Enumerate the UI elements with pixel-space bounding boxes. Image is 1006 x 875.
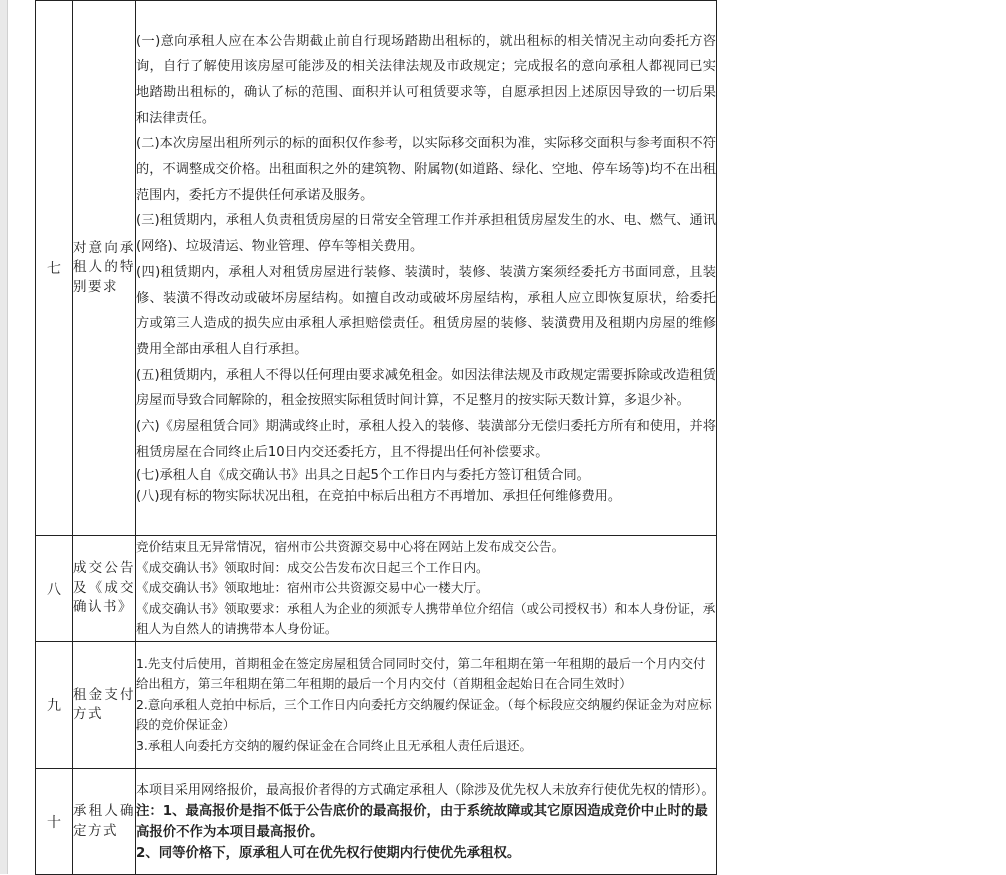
table-row bbox=[36, 769, 717, 875]
list-item: 《成交确认书》领取时间：成交公告发布次日起三个工作日内。 bbox=[136, 559, 489, 575]
list-item: (二)本次房屋出租所列示的标的面积仅作参考，以实际移交面积为准，实际移交面积与参考面积不符的，不调整成交价格。出租面积之外的建筑物、附属物(如道路、绿化、空地、停车场等)均不在出租范围内，委托方不提供任何承诺及服务。 bbox=[136, 136, 716, 203]
note-item: 注：1、最高报价是指不低于公告底价的最高报价，由于系统故障或其它原因造成竞价中止时的最高报价不作为本项目最高报价。 bbox=[136, 803, 708, 840]
row-label: 对意向承租人的特别要求 bbox=[73, 1, 136, 536]
table-row bbox=[36, 642, 717, 769]
row-number: 八 bbox=[36, 536, 73, 642]
list-item: 竞价结束且无异常情况，宿州市公共资源交易中心将在网站上发布成交公告。 bbox=[136, 539, 565, 555]
list-item: 3.承租人向委托方交纳的履约保证金在合同终止且无承租人责任后退还。 bbox=[136, 737, 532, 753]
row-content bbox=[136, 769, 717, 875]
list-item: (四)租赁期内，承租人对租赁房屋进行装修、装潢时，装修、装潢方案须经委托方书面同意，且装修、装潢不得改动或破坏房屋结构。如擅自改动或破坏房屋结构，承租人应立即恢复原状，给委托方或第三人造成的损失应由承租人承担赔偿责任。租赁房屋的装修、装潢费用及租期内房屋的维修费用全部由承租人自行承担。 bbox=[136, 264, 716, 357]
list-item: (七)承租人自《成交确认书》出具之日起5个工作日内与委托方签订租赁合同。 bbox=[136, 468, 590, 484]
row-content bbox=[136, 1, 717, 536]
row-label: 成交公告及《成交确认书》 bbox=[73, 536, 136, 642]
row-label: 承租人确定方式 bbox=[73, 769, 136, 875]
left-scroll-edge bbox=[0, 0, 8, 874]
list-item: 2.意向承租人竞拍中标后，三个工作日内向委托方交纳履约保证金。（每个标段应交纳履约保证金为对应标段的竞价保证金） bbox=[136, 696, 712, 733]
list-item: 1.先支付后使用，首期租金在签定房屋租赁合同同时交付，第二年租期在第一年租期的最后一个月内交付给出租方，第三年租期在第二年租期的最后一个月内交付（首期租金起始日在合同生效时） bbox=[136, 655, 706, 692]
row-label: 租金支付方式 bbox=[73, 642, 136, 769]
list-item: (六)《房屋租赁合同》期满或终止时，承租人投入的装修、装潢部分无偿归委托方所有和使用，并将租赁房屋在合同终止后10日内交还委托方，且不得提出任何补偿要求。 bbox=[136, 419, 716, 460]
row-number: 九 bbox=[36, 642, 73, 769]
table-row bbox=[36, 1, 717, 536]
list-item: (三)租赁期内，承租人负责租赁房屋的日常安全管理工作并承担租赁房屋发生的水、电、燃气、通讯(网络)、垃圾清运、物业管理、停车等相关费用。 bbox=[136, 213, 716, 255]
row-number: 七 bbox=[36, 1, 73, 536]
list-item: (五)租赁期内，承租人不得以任何理由要求减免租金。如因法律法规及市政规定需要拆除或改造租赁房屋而导致合同解除的，租金按照实际租赁时间计算，不足整月的按实际天数计算，多退少补。 bbox=[136, 367, 716, 409]
list-item: 本项目采用网络报价，最高报价者得的方式确定承租人（除涉及优先权人未放弃行使优先权的情形）。 bbox=[136, 782, 715, 798]
list-item: 《成交确认书》领取地址：宿州市公共资源交易中心一楼大厅。 bbox=[136, 580, 489, 596]
table-row bbox=[36, 536, 717, 642]
row-content bbox=[136, 642, 717, 769]
list-item: (一)意向承租人应在本公告期截止前自行现场踏勘出租标的，就出租标的相关情况主动向委托方咨询，自行了解使用该房屋可能涉及的相关法律法规及市政规定；完成报名的意向承租人都视同已实地踏勘出租标的，确认了标的范围、面积并认可租赁要求等，自愿承担因上述原因导致的一切后果和法律责任。 bbox=[136, 33, 716, 126]
list-item: (八)现有标的物实际状况出租，在竞拍中标后出租方不再增加、承担任何维修费用。 bbox=[136, 489, 622, 505]
note-item: 2、同等价格下，原承租人可在优先权行使期内行使优先承租权。 bbox=[136, 845, 521, 861]
announcement-table bbox=[35, 0, 717, 875]
row-content bbox=[136, 536, 717, 642]
list-item: 《成交确认书》领取要求：承租人为企业的须派专人携带单位介绍信（或公司授权书）和本人身份证，承租人为自然人的请携带本人身份证。 bbox=[136, 600, 716, 637]
row-number: 十 bbox=[36, 769, 73, 875]
